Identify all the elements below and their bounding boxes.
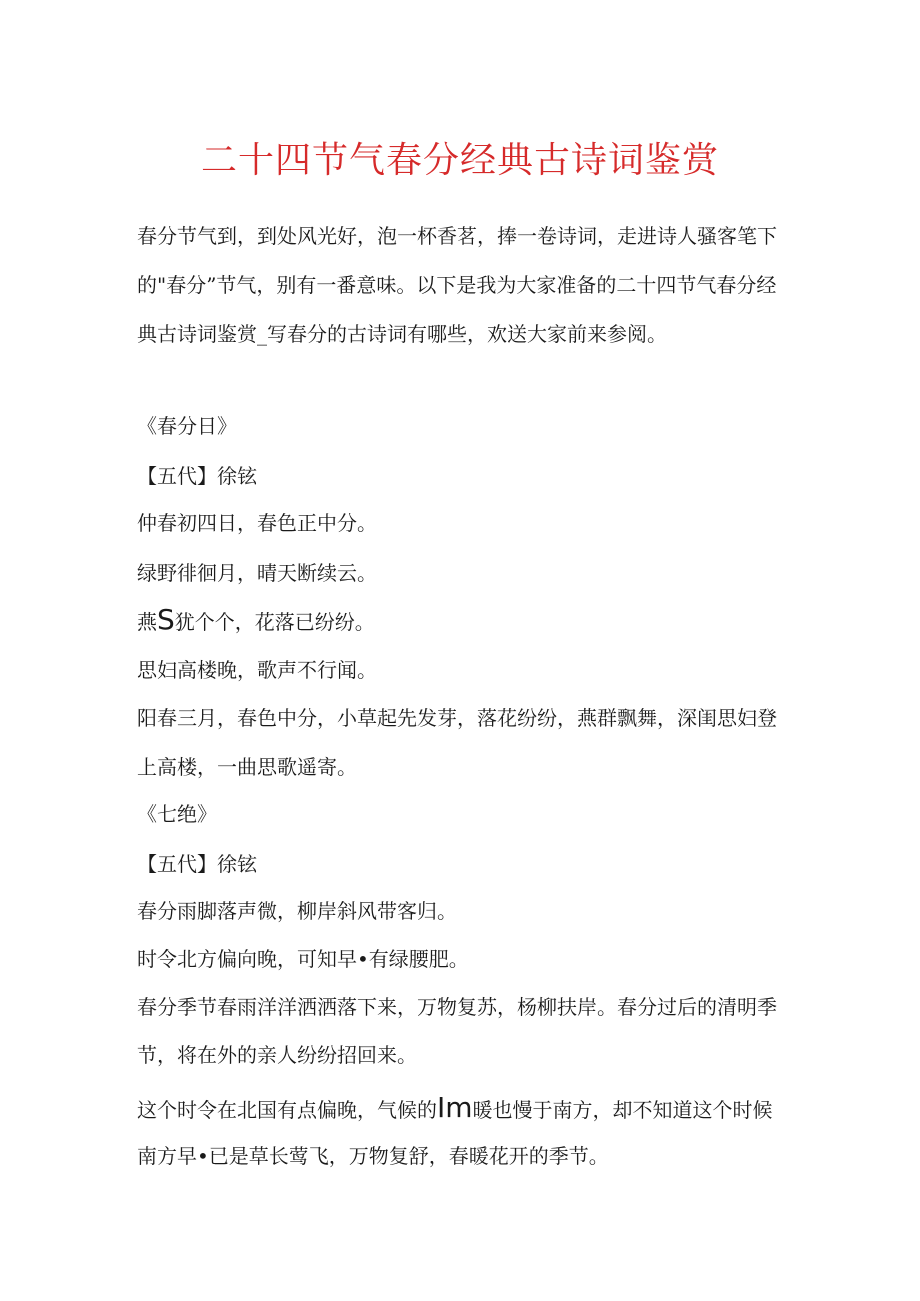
poem2-explanation-3-post: 暖也慢于南方，却不知道这个时候 <box>472 1098 773 1122</box>
poem2-explanation-2: 节，将在外的亲人纷纷招回来。 <box>137 1043 417 1067</box>
poem1-line-1: 仲春初四日，春色正中分。 <box>137 511 377 535</box>
poem2-explanation-3-pre: 这个时令在北国有点偏晚，气候的 <box>137 1098 437 1122</box>
poem2-explanation-4: 南方早•已是草长莺飞，万物复舒，春暖花开的季节。 <box>137 1144 609 1168</box>
poem2-author: 【五代】徐铉 <box>137 852 257 876</box>
poem2-line-2: 时令北方偏向晚，可知早•有绿腰肥。 <box>137 947 469 971</box>
poem2-title: 《七绝》 <box>137 802 217 826</box>
poem1-explanation-1: 阳春三月，春色中分，小草起先发芽，落花纷纷，燕群飘舞，深闺思妇登 <box>137 706 777 730</box>
intro-line-1: 春分节气到，到处风光好，泡一杯香茗，捧一卷诗词，走进诗人骚客笔下 <box>137 224 777 248</box>
poem1-line-3-pre: 燕 <box>137 610 157 634</box>
poem1-line-4: 思妇高楼晚，歌声不行闻。 <box>137 658 377 682</box>
poem2-explanation-1: 春分季节春雨洋洋洒洒落下来，万物复苏，杨柳扶岸。春分过后的清明季 <box>137 995 777 1019</box>
poem1-line-3-glyph: S <box>157 603 175 636</box>
poem1-line-3 <box>137 605 375 637</box>
poem2-explanation-3 <box>137 1093 773 1125</box>
poem2-line-1: 春分雨脚落声微，柳岸斜风带客归。 <box>137 899 457 923</box>
poem1-explanation-2: 上高楼，一曲思歌遥寄。 <box>137 755 357 779</box>
document-title: 二十四节气春分经典古诗词鉴赏 <box>200 140 719 181</box>
intro-line-2: 的"春分”节气，别有一番意味。以下是我为大家准备的二十四节气春分经 <box>137 273 777 297</box>
poem1-author: 【五代】徐铉 <box>137 464 257 488</box>
poem1-line-2: 绿野徘徊月，晴天断续云。 <box>137 561 377 585</box>
poem2-explanation-3-glyph: Im <box>437 1091 473 1124</box>
poem1-line-3-post: 犹个个，花落已纷纷。 <box>174 610 375 634</box>
intro-line-3: 典古诗词鉴赏_写春分的古诗词有哪些，欢送大家前来参阅。 <box>137 322 667 346</box>
poem1-title: 《春分日》 <box>137 414 237 438</box>
